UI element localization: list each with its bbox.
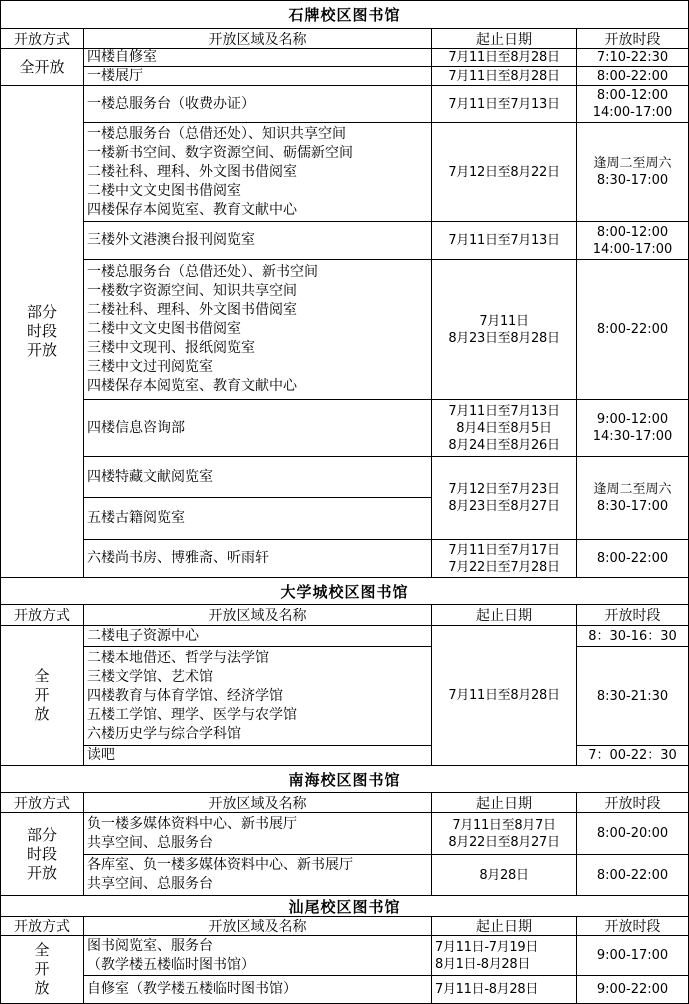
header-label: 开放方式 (14, 31, 70, 48)
header-hours (576, 604, 689, 626)
area-cell (83, 497, 432, 540)
hours-text: 8:00-22:00 (596, 551, 669, 566)
hours-cell (576, 221, 689, 260)
section-title-text: 南海校区图书馆 (288, 770, 401, 789)
header-label: 起止日期 (476, 608, 532, 624)
date-text: 7月12日至8月22日 (448, 164, 560, 180)
header-hours (576, 916, 689, 936)
header-mode (0, 28, 84, 49)
date-text: 8月28日 (479, 867, 529, 883)
date-cell (431, 539, 577, 578)
area-text: 一楼总服务台（总借还处）、知识共享空间 一楼新书空间、数字资源空间、砺儒新空间 二楼社科、理科、外文图书借阅室 二楼中文文史图书借阅室 四楼保存本阅览室、教育文献中心 (87, 125, 353, 218)
hours-text: 8：30-16：30 (588, 628, 677, 644)
area-cell (83, 625, 432, 647)
hours-text: 9:00-12:00 14:30-17:00 (592, 412, 673, 444)
hours-text: 8:00-12:00 14:00-17:00 (592, 224, 673, 257)
area-cell (83, 745, 432, 766)
hours-text: 8:00-12:00 14:00-17:00 (592, 88, 673, 120)
date-cell (431, 66, 577, 86)
section-title-daxuecheng (0, 577, 689, 605)
hours-cell (576, 854, 689, 896)
date-cell (431, 625, 577, 766)
section-title-text: 汕尾校区图书馆 (288, 897, 401, 916)
hours-cell (576, 399, 689, 457)
area-text: 二楼电子资源中心 (87, 627, 199, 644)
date-cell (431, 935, 577, 976)
date-cell (431, 854, 577, 896)
header-label: 开放区域及名称 (208, 919, 307, 935)
header-label: 开放方式 (14, 795, 70, 812)
header-mode (0, 604, 84, 626)
date-text: 7月11日至8月28日 (448, 68, 560, 84)
header-area (83, 604, 432, 626)
area-cell (83, 646, 432, 746)
hours-cell (576, 646, 689, 746)
date-text: 7月11日至7月13日 8月4日至8月5日 8月24日至8月26日 (448, 403, 560, 453)
area-cell (83, 456, 432, 498)
header-label: 起止日期 (476, 795, 532, 812)
area-text: 读吧 (87, 747, 115, 763)
hours-cell (576, 85, 689, 123)
area-cell (83, 935, 432, 976)
header-dates (431, 916, 577, 936)
mode-cell (0, 935, 84, 1004)
section-title-text: 石牌校区图书馆 (288, 6, 401, 24)
date-text: 7月11日至7月13日 (448, 96, 560, 112)
area-text: 六楼尚书房、博雅斋、听雨轩 (87, 550, 269, 566)
area-text: 四楼自修室 (87, 49, 157, 65)
area-cell (83, 812, 432, 855)
header-hours (576, 792, 689, 813)
area-cell (83, 975, 432, 1004)
date-cell (431, 85, 577, 123)
area-text: 图书阅览室、服务台 （教学楼五楼临时图书馆） (87, 937, 255, 973)
hours-cell (576, 812, 689, 855)
hours-text: 9:00-17:00 (596, 948, 669, 963)
header-area (83, 792, 432, 813)
area-text: 一楼总服务台（收费办证） (87, 95, 255, 112)
area-cell (83, 48, 432, 67)
header-label: 开放方式 (14, 919, 70, 935)
area-cell (83, 85, 432, 123)
header-area (83, 28, 432, 49)
date-cell (431, 399, 577, 457)
date-text: 7月11日至7月13日 (448, 233, 560, 248)
date-cell (431, 259, 577, 400)
hours-text: 8:30-21:30 (596, 688, 669, 704)
date-text: 7月12日至7月23日 8月23日至8月27日 (448, 482, 560, 514)
area-text: 一楼展厅 (87, 67, 143, 84)
hours-cell (576, 625, 689, 647)
hours-cell (576, 456, 689, 540)
date-text: 7月11日至7月17日 7月22日至7月28日 (448, 542, 560, 575)
header-label: 开放区域及名称 (208, 795, 307, 812)
hours-text: 7:10-22:30 (596, 50, 669, 65)
header-label: 起止日期 (476, 919, 532, 935)
header-label: 起止日期 (476, 31, 532, 48)
header-label: 开放方式 (14, 608, 70, 624)
header-dates (431, 792, 577, 813)
date-text: 7月11日-8月28日 (435, 982, 539, 997)
date-text: 7月11日至8月28日 (448, 50, 560, 65)
area-text: 二楼本地借还、哲学与法学馆 三楼文学馆、艺术馆 四楼教育与体育学馆、经济学馆 五楼工学馆、理学、医学与农学馆 六楼历史学与综合学科馆 (87, 649, 297, 742)
hours-text: 逢周二至周六 8:30-17:00 (593, 156, 672, 188)
mode-text: 全 开 放 (34, 941, 50, 997)
date-text: 7月11日至8月7日 8月22日至8月27日 (448, 817, 560, 850)
area-text: 负一楼多媒体资料中心、新书展厅 共享空间、总服务台 (87, 815, 297, 851)
date-cell (431, 812, 577, 855)
hours-text: 8:00-20:00 (596, 826, 669, 841)
mode-cell (0, 48, 84, 86)
area-cell (83, 122, 432, 222)
date-text: 7月11日-7月19日 8月1日-8月28日 (435, 939, 539, 972)
section-title-text: 大学城校区图书馆 (280, 582, 409, 601)
date-cell (431, 48, 577, 67)
hours-cell (576, 539, 689, 578)
header-mode (0, 792, 84, 813)
mode-text: 部分 时段 开放 (26, 303, 57, 359)
hours-cell (576, 66, 689, 86)
area-text: 四楼特藏文献阅览室 (87, 468, 213, 485)
date-cell (431, 122, 577, 222)
header-dates (431, 28, 577, 49)
hours-cell (576, 935, 689, 976)
hours-cell (576, 745, 689, 766)
hours-text: 8:00-22:00 (596, 68, 669, 84)
hours-cell (576, 259, 689, 400)
date-text: 7月11日至8月28日 (448, 688, 560, 703)
area-text: 各库室、负一楼多媒体资料中心、新书展厅 共享空间、总服务台 (87, 857, 353, 892)
header-label: 开放时段 (604, 31, 661, 48)
hours-cell (576, 122, 689, 222)
date-cell (431, 456, 577, 540)
area-text: 四楼信息咨询部 (87, 419, 185, 436)
mode-cell (0, 85, 84, 578)
header-label: 开放时段 (604, 919, 661, 935)
mode-cell (0, 625, 84, 766)
area-cell (83, 854, 432, 896)
area-cell (83, 221, 432, 260)
header-label: 开放区域及名称 (208, 31, 307, 48)
header-dates (431, 604, 577, 626)
header-hours (576, 28, 689, 49)
area-text: 三楼外文港澳台报刊阅览室 (87, 232, 255, 248)
hours-text: 逢周二至周六 8:30-17:00 (593, 482, 672, 514)
date-cell (431, 221, 577, 260)
hours-text: 7：00-22：30 (588, 748, 677, 763)
mode-cell (0, 812, 84, 896)
mode-text: 全开放 (19, 57, 65, 76)
area-text: 五楼古籍阅览室 (87, 510, 185, 526)
section-title-shipai (0, 0, 689, 29)
header-mode (0, 916, 84, 936)
header-label: 开放时段 (604, 608, 661, 624)
header-label: 开放区域及名称 (208, 608, 307, 624)
section-title-shanwei (0, 895, 689, 917)
hours-cell (576, 975, 689, 1004)
hours-text: 8:00-22:00 (596, 867, 669, 883)
area-text: 自修室（教学楼五楼临时图书馆） (87, 981, 297, 997)
area-cell (83, 539, 432, 578)
mode-text: 部分 时段 开放 (26, 825, 57, 882)
area-cell (83, 66, 432, 86)
hours-cell (576, 48, 689, 67)
area-cell (83, 399, 432, 457)
area-cell (83, 259, 432, 400)
hours-text: 9:00-22:00 (596, 982, 669, 997)
area-text: 一楼总服务台（总借还处）、新书空间 一楼数字资源空间、知识共享空间 二楼社科、理科、外文图书借阅室 二楼中文文史图书借阅室 三楼中文现刊、报纸阅览室 三楼中文过刊阅览室 四楼保存本阅览室、教育文献中心 (87, 264, 318, 394)
header-label: 开放时段 (604, 795, 661, 812)
hours-text: 8:00-22:00 (596, 322, 669, 337)
date-text: 7月11日 8月23日至8月28日 (448, 313, 560, 346)
header-area (83, 916, 432, 936)
section-title-nanhai (0, 765, 689, 793)
date-cell (431, 975, 577, 1004)
mode-text: 全 开 放 (34, 667, 50, 723)
